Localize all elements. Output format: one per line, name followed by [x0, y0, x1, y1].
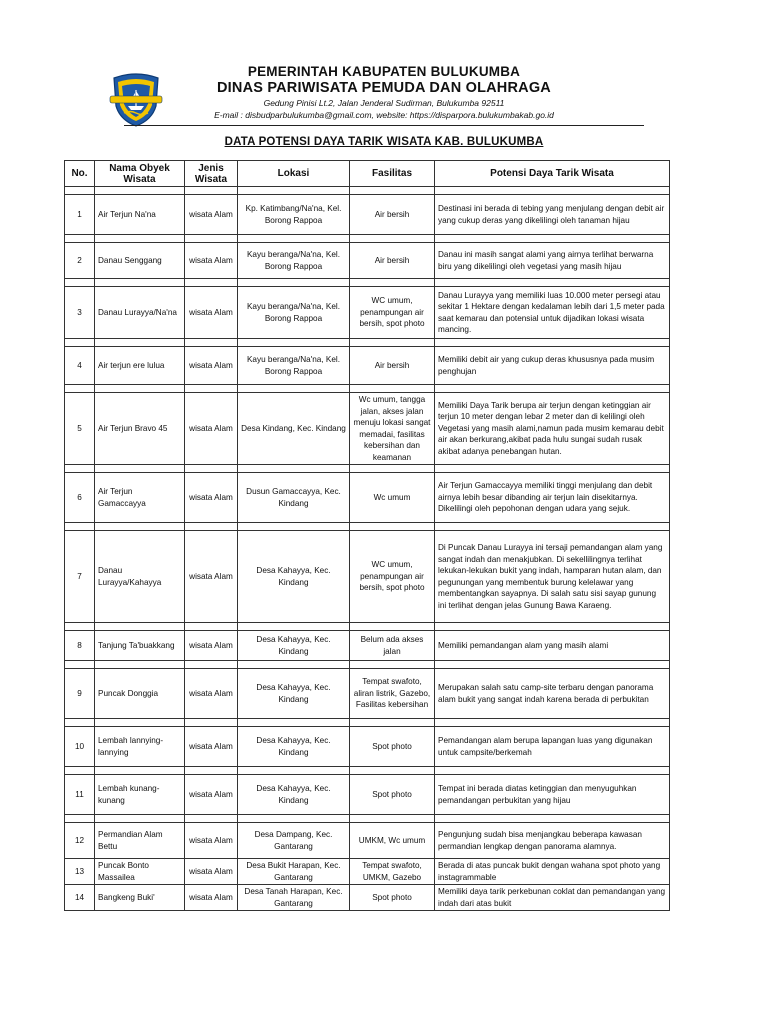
row-number: 13	[65, 859, 95, 885]
table-row	[65, 727, 670, 767]
attraction-facilities: Air bersih	[350, 195, 435, 235]
header-type: Jenis Wisata	[185, 161, 238, 187]
department-name: DINAS PARIWISATA PEMUDA DAN OLAHRAGA	[217, 80, 551, 96]
attraction-facilities: Spot photo	[350, 775, 435, 815]
table-row	[65, 859, 670, 885]
attraction-type: wisata Alam	[185, 347, 238, 385]
attraction-facilities: Air bersih	[350, 243, 435, 279]
attraction-name: Tanjung Ta'buakkang	[95, 631, 185, 661]
attraction-facilities: WC umum, penampungan air bersih, spot photo	[350, 287, 435, 339]
table-row	[65, 775, 670, 815]
row-number: 7	[65, 531, 95, 623]
row-number: 14	[65, 885, 95, 911]
attraction-potential: Tempat ini berada diatas ketinggian dan menyuguhkan pemandangan perbukitan yang hijau	[435, 775, 670, 815]
attraction-name: Lembah lannying-lannying	[95, 727, 185, 767]
attraction-facilities: UMKM, Wc umum	[350, 823, 435, 859]
attraction-facilities: Spot photo	[350, 885, 435, 911]
attraction-name: Permandian Alam Bettu	[95, 823, 185, 859]
attraction-location: Desa Kahayya, Kec. Kindang	[238, 531, 350, 623]
table-row	[65, 195, 670, 235]
header-no: No.	[65, 161, 95, 187]
attraction-name: Bangkeng Buki'	[95, 885, 185, 911]
attraction-facilities: Tempat swafoto, aliran listrik, Gazebo, Fasilitas kebersihan	[350, 669, 435, 719]
table-row	[65, 885, 670, 911]
attraction-name: Air Terjun Na'na	[95, 195, 185, 235]
header-location: Lokasi	[238, 161, 350, 187]
attraction-facilities: Wc umum, tangga jalan, akses jalan menuju lokasi sangat memadai, fasilitas kebersihan dan keamanan	[350, 393, 435, 465]
row-number: 5	[65, 393, 95, 465]
attraction-potential: Memiliki pemandangan alam yang masih alami	[435, 631, 670, 661]
attraction-type: wisata Alam	[185, 243, 238, 279]
attraction-name: Danau Lurayya/Na'na	[95, 287, 185, 339]
row-number: 4	[65, 347, 95, 385]
table-row	[65, 531, 670, 623]
attraction-name: Air terjun ere lulua	[95, 347, 185, 385]
attraction-location: Desa Bukit Harapan, Kec. Gantarang	[238, 859, 350, 885]
document-title: DATA POTENSI DAYA TARIK WISATA KAB. BULUKUMBA	[224, 136, 544, 148]
attraction-potential: Memiliki debit air yang cukup deras khususnya pada musim penghujan	[435, 347, 670, 385]
attraction-potential: Danau Lurayya yang memiliki luas 10.000 meter persegi atau sekitar 1 Hektare dengan kedalaman lebih dari 1,5 meter pada saat kemarau dan potensial untuk dijadikan lokasi wisata mancing.	[435, 287, 670, 339]
attraction-type: wisata Alam	[185, 859, 238, 885]
attraction-facilities: Wc umum	[350, 473, 435, 523]
attraction-potential: Air Terjun Gamaccayya memiliki tinggi menjulang dan debit airnya lebih besar dibanding air terjun lain disekitarnya. Dikelilingi oleh pepohonan dengan udara yang sejuk.	[435, 473, 670, 523]
attraction-type: wisata Alam	[185, 195, 238, 235]
attraction-location: Kp. Katimbang/Na'na, Kel. Borong Rappoa	[238, 195, 350, 235]
attraction-location: Dusun Gamaccayya, Kec. Kindang	[238, 473, 350, 523]
office-address: Gedung Pinisi Lt.2, Jalan Jenderal Sudirman, Bulukumba 92511	[263, 98, 505, 108]
header-potential: Potensi Daya Tarik Wisata	[435, 161, 670, 187]
attraction-potential: Pemandangan alam berupa lapangan luas yang digunakan untuk campsite/berkemah	[435, 727, 670, 767]
contact-line: E-mail : disbudparbulukumba@gmail.com, website: https://disparpora.bulukumbakab.go.id	[214, 110, 554, 120]
attraction-name: Danau Lurayya/Kahayya	[95, 531, 185, 623]
attraction-type: wisata Alam	[185, 631, 238, 661]
row-number: 9	[65, 669, 95, 719]
attraction-potential: Memiliki daya tarik perkebunan coklat dan pemandangan yang indah dari atas bukit	[435, 885, 670, 911]
row-number: 8	[65, 631, 95, 661]
table-row	[65, 347, 670, 385]
attraction-potential: Memiliki Daya Tarik berupa air terjun dengan ketinggian air terjun 10 meter dengan lebar 2 meter dan di kelilingi oleh Vegetasi yang masih alami,namun pada musim kemarau debit air akan berkurang,akibat pada hulu sungai sudah rusak akibat adanya penebangan hutan.	[435, 393, 670, 465]
attraction-facilities: Air bersih	[350, 347, 435, 385]
table-row	[65, 287, 670, 339]
attraction-name: Air Terjun Bravo 45	[95, 393, 185, 465]
attraction-type: wisata Alam	[185, 823, 238, 859]
attraction-type: wisata Alam	[185, 393, 238, 465]
attraction-location: Desa Tanah Harapan, Kec. Gantarang	[238, 885, 350, 911]
attraction-type: wisata Alam	[185, 287, 238, 339]
table-row	[65, 823, 670, 859]
table-header-row	[65, 161, 670, 187]
attraction-location: Desa Dampang, Kec. Gantarang	[238, 823, 350, 859]
attraction-potential: Danau ini masih sangat alami yang airnya terlihat berwarna biru yang dikelilingi oleh vegetasi yang masih hijau	[435, 243, 670, 279]
letterhead-divider	[124, 125, 644, 126]
row-number: 1	[65, 195, 95, 235]
header-name: Nama Obyek Wisata	[95, 161, 185, 187]
attraction-location: Desa Kahayya, Kec. Kindang	[238, 727, 350, 767]
attraction-potential: Di Puncak Danau Lurayya ini tersaji pemandangan alam yang sangat indah dan menakjubkan. Di sekellilingnya terlihat lekukan-lekukan bukit yang indah, hamparan hutan alam, dan pegunungan yang membentuk burung kelelawar yang membentangkan sayapnya. Di salah satu sisi sayap gunung ini terlihat dengan jelas Gunung Bawa Karaeng.	[435, 531, 670, 623]
row-number: 2	[65, 243, 95, 279]
table-row	[65, 243, 670, 279]
table-row	[65, 669, 670, 719]
attraction-facilities: Tempat swafoto, UMKM, Gazebo	[350, 859, 435, 885]
letterhead	[0, 52, 768, 122]
attraction-location: Kayu beranga/Na'na, Kel. Borong Rappoa	[238, 243, 350, 279]
attraction-location: Kayu beranga/Na'na, Kel. Borong Rappoa	[238, 347, 350, 385]
attraction-name: Puncak Bonto Massailea	[95, 859, 185, 885]
attraction-name: Danau Senggang	[95, 243, 185, 279]
attraction-facilities: Belum ada akses jalan	[350, 631, 435, 661]
attraction-type: wisata Alam	[185, 531, 238, 623]
table-row	[65, 393, 670, 465]
row-number: 3	[65, 287, 95, 339]
attraction-location: Kayu beranga/Na'na, Kel. Borong Rappoa	[238, 287, 350, 339]
row-number: 10	[65, 727, 95, 767]
attraction-facilities: WC umum, penampungan air bersih, spot photo	[350, 531, 435, 623]
attraction-name: Puncak Donggia	[95, 669, 185, 719]
row-number: 6	[65, 473, 95, 523]
table-row	[65, 631, 670, 661]
table-row	[65, 473, 670, 523]
attraction-potential: Destinasi ini berada di tebing yang menjulang dengan debit air yang cukup deras yang dikelilingi oleh tanaman hijau	[435, 195, 670, 235]
attraction-location: Desa Kahayya, Kec. Kindang	[238, 669, 350, 719]
attraction-type: wisata Alam	[185, 885, 238, 911]
attraction-type: wisata Alam	[185, 669, 238, 719]
attraction-location: Desa Kahayya, Kec. Kindang	[238, 775, 350, 815]
attraction-potential: Merupakan salah satu camp-site terbaru dengan panorama alam bukit yang sangat indah karena berada di perbukitan	[435, 669, 670, 719]
header-facilities: Fasilitas	[350, 161, 435, 187]
attraction-potential: Pengunjung sudah bisa menjangkau beberapa kawasan permandian lengkap dengan panorama alamnya.	[435, 823, 670, 859]
attraction-type: wisata Alam	[185, 775, 238, 815]
attraction-location: Desa Kindang, Kec. Kindang	[238, 393, 350, 465]
government-name: PEMERINTAH KABUPATEN BULUKUMBA	[247, 64, 521, 79]
attraction-location: Desa Kahayya, Kec. Kindang	[238, 631, 350, 661]
row-number: 12	[65, 823, 95, 859]
attraction-potential: Berada di atas puncak bukit dengan wahana spot photo yang instagrammable	[435, 859, 670, 885]
attraction-name: Air Terjun Gamaccayya	[95, 473, 185, 523]
tourism-potential-table	[64, 160, 670, 911]
attraction-type: wisata Alam	[185, 727, 238, 767]
attraction-facilities: Spot photo	[350, 727, 435, 767]
row-number: 11	[65, 775, 95, 815]
attraction-type: wisata Alam	[185, 473, 238, 523]
attraction-name: Lembah kunang-kunang	[95, 775, 185, 815]
